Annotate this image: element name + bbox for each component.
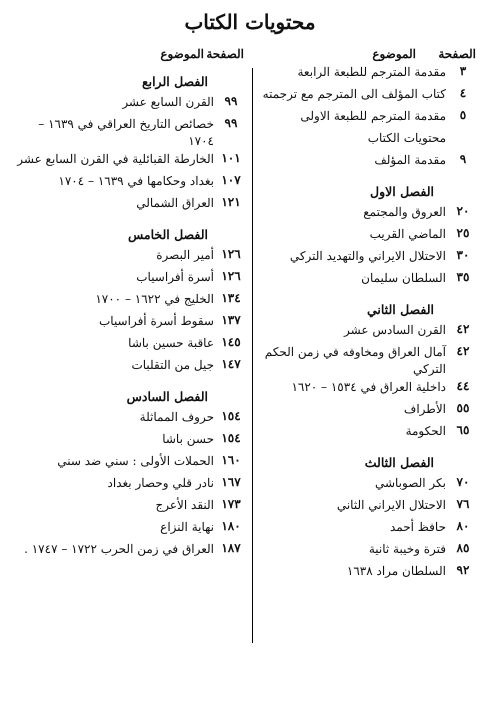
toc-entry[interactable] (14, 150, 248, 172)
entry-title: بكر الصوباشي (374, 476, 446, 490)
page-number: ١٣٧ (221, 313, 241, 327)
page-column-heading: الصفحة (438, 47, 476, 61)
column-header (14, 45, 248, 63)
entry-title: داخلية العراق في ١٥٣٤ – ١٦٢٠ (291, 380, 446, 394)
page-number: ٢٠ (456, 204, 470, 218)
entry-title: محتويات الكتاب (367, 131, 446, 145)
toc-entry[interactable] (14, 518, 248, 540)
entry-title: حسن باشا (162, 432, 214, 446)
page-number: ٧٠ (456, 475, 470, 489)
toc-entry[interactable] (256, 85, 480, 107)
toc-entry[interactable] (14, 540, 248, 562)
page-number: ٤٢ (456, 344, 470, 358)
entry-title: سقوط أسرة أفراسياب (98, 314, 214, 328)
toc-entry[interactable] (256, 321, 480, 343)
page-number: ١٢٦ (221, 247, 241, 261)
toc-entry[interactable] (256, 225, 480, 247)
entry-title: فترة وخيبة ثانية (368, 542, 446, 556)
intro-section (256, 63, 480, 173)
toc-entry[interactable] (256, 496, 480, 518)
page-number: ١٨٠ (221, 519, 241, 533)
toc-entry[interactable] (14, 172, 248, 194)
page-number: ٣٥ (456, 270, 470, 284)
entry-title: العراق في زمن الحرب ١٧٢٢ – ١٧٤٧ . (24, 542, 214, 556)
entry-title: الحملات الأولى : سني ضد سني (57, 454, 214, 468)
page-number: ٣ (459, 64, 467, 78)
toc-entry[interactable] (14, 430, 248, 452)
page-number: ٨٥ (456, 541, 470, 555)
entry-title: القرن السادس عشر (344, 323, 446, 337)
toc-entry[interactable] (256, 422, 480, 444)
toc-entry[interactable] (14, 246, 248, 268)
page-number: ١٥٤ (221, 409, 241, 423)
entry-title: الماضي القريب (369, 227, 446, 241)
toc-entry[interactable] (14, 93, 248, 115)
page-number: ١٦٧ (221, 475, 241, 489)
page-number: ٧٦ (456, 497, 470, 511)
entry-title: أمير البصرة (156, 248, 214, 262)
chapter-heading: الفصل السادس (126, 388, 208, 404)
toc-entry[interactable] (256, 63, 480, 85)
entry-title: السلطان سليمان (361, 271, 446, 285)
entry-title: الاحتلال الايراني والتهديد التركي (289, 249, 446, 263)
toc-entry[interactable] (256, 203, 480, 225)
topic-column-heading: الموضوع (372, 47, 416, 61)
entry-title: القرن السابع عشر (122, 95, 214, 109)
page-number: ٥٥ (456, 401, 470, 415)
entry-title: النقد الأعرج (155, 498, 214, 512)
toc-entry[interactable] (256, 343, 480, 378)
entry-title: الحكومة (405, 424, 446, 438)
page-number: ١٨٧ (221, 541, 241, 555)
page-number: ٥ (459, 108, 467, 122)
entry-title: آمال العراق ومخاوفه في زمن الحكم التركي (264, 345, 446, 376)
page-number: ٤٢ (456, 322, 470, 336)
toc-entry[interactable] (256, 562, 480, 584)
toc-entry[interactable] (14, 115, 248, 150)
chapter-heading: الفصل الثاني (366, 301, 434, 317)
page-number: ١٠٧ (221, 173, 241, 187)
entry-title: بغداد وحكامها في ١٦٣٩ – ١٧٠٤ (58, 174, 214, 188)
toc-entry[interactable] (256, 269, 480, 291)
page-number: ٩٢ (456, 563, 470, 577)
toc-entry[interactable] (256, 474, 480, 496)
page-number: ٢٥ (456, 226, 470, 240)
entry-title: مقدمة المترجم للطبعة الرابعة (297, 65, 446, 79)
entry-title: خصائص التاريخ العراقي في ١٦٣٩ – ١٧٠٤ (38, 117, 214, 148)
toc-entry[interactable] (14, 268, 248, 290)
toc-entry[interactable] (14, 356, 248, 378)
toc-entry[interactable] (256, 129, 480, 151)
entry-title: الأطراف (403, 402, 446, 416)
page-number: ٩ (459, 152, 467, 166)
toc-entry[interactable] (256, 107, 480, 129)
page-number: ١٤٧ (221, 357, 241, 371)
page-number: ٤ (459, 86, 467, 100)
page-number: ٤٤ (456, 379, 470, 393)
entry-title: نهاية النزاع (160, 520, 214, 534)
toc-entry[interactable] (256, 378, 480, 400)
entry-title: حافظ أحمد (389, 520, 446, 534)
page-number: ١٠١ (221, 151, 241, 165)
toc-entry[interactable] (14, 408, 248, 430)
page-number: ٩٩ (224, 116, 238, 130)
entry-title: العراق الشمالي (136, 196, 214, 210)
toc-entry[interactable] (14, 496, 248, 518)
toc-entry[interactable] (256, 247, 480, 269)
page-number: ٣٠ (456, 248, 470, 262)
page-title: محتويات الكتاب (184, 10, 316, 34)
toc-column-right (256, 45, 480, 584)
page-number: ٩٩ (224, 94, 238, 108)
chapter-heading: الفصل الاول (370, 183, 434, 199)
toc-entry[interactable] (256, 540, 480, 562)
toc-entry[interactable] (14, 474, 248, 496)
page-number: ٨٠ (456, 519, 470, 533)
entry-title: الخارطة القبائلية في القرن السابع عشر (17, 152, 214, 166)
toc-entry[interactable] (14, 290, 248, 312)
page-number: ٦٥ (456, 423, 470, 437)
entry-title: كتاب المؤلف الى المترجم مع ترجمته (262, 87, 446, 101)
entry-title: العروق والمجتمع (363, 205, 446, 219)
entry-title: الخليج في ١٦٢٢ – ١٧٠٠ (95, 292, 214, 306)
column-header (256, 45, 480, 63)
page-number: ١٥٤ (221, 431, 241, 445)
page-number: ١٣٤ (221, 291, 241, 305)
page-number: ١٤٥ (221, 335, 241, 349)
entry-title: مقدمة المترجم للطبعة الاولى (300, 109, 446, 123)
toc-entry[interactable] (14, 312, 248, 334)
page-number: ١٧٣ (221, 497, 241, 511)
toc-entry[interactable] (14, 194, 248, 216)
entry-title: جيل من التقلبات (131, 358, 214, 372)
page-number: ١٢٦ (221, 269, 241, 283)
entry-title: عاقبة حسين باشا (128, 336, 214, 350)
toc-column-left (14, 45, 248, 562)
page-number: ١٦٠ (221, 453, 241, 467)
entry-title: الاحتلال الايراني الثاني (336, 498, 446, 512)
chapter-heading: الفصل الثالث (364, 454, 434, 470)
toc-entry[interactable] (14, 452, 248, 474)
chapter-heading: الفصل الرابع (141, 73, 208, 89)
page-number: ١٢١ (221, 195, 241, 209)
toc-entry[interactable] (256, 151, 480, 173)
entry-title: أسرة أفراسياب (136, 270, 214, 284)
toc-entry[interactable] (256, 518, 480, 540)
page-column-heading: الصفحة (206, 47, 244, 61)
topic-column-heading: الموضوع (160, 47, 204, 61)
chapter-heading: الفصل الخامس (127, 226, 208, 242)
entry-title: السلطان مراد ١٦٣٨ (346, 564, 446, 578)
entry-title: حروف المماثلة (139, 410, 214, 424)
toc-entry[interactable] (256, 400, 480, 422)
entry-title: مقدمة المؤلف (374, 153, 446, 167)
entry-title: نادر قلي وحصار بغداد (107, 476, 214, 490)
column-divider (252, 68, 253, 643)
toc-entry[interactable] (14, 334, 248, 356)
